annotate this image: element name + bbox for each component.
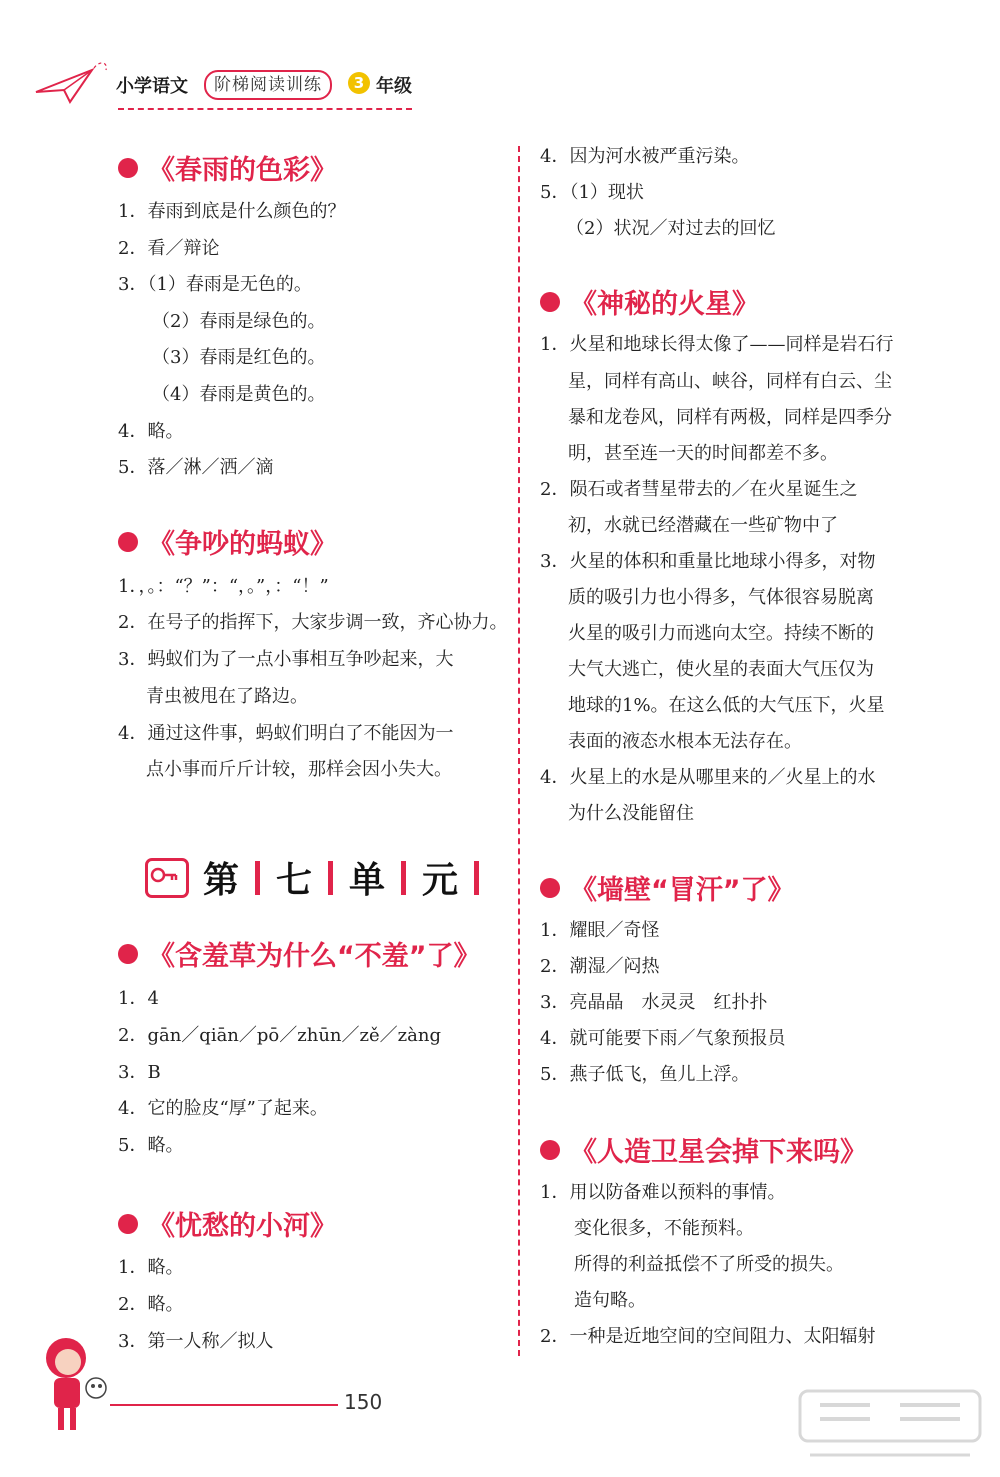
unit-banner xyxy=(145,852,495,903)
answer-line: 明，甚至连一天的时间都差不多。 xyxy=(568,443,838,464)
grade-label: 年级 xyxy=(376,76,412,97)
answer-line: 暴和龙卷风，同样有两极，同样是四季分 xyxy=(568,407,892,428)
header-subject: 小学语文 xyxy=(116,76,188,97)
unit-char: 七 xyxy=(276,859,313,901)
unit-char: 单 xyxy=(349,859,386,901)
answer-line: 4．就可能要下雨／气象预报员 xyxy=(540,1028,786,1049)
answer-line: 青虫被甩在了路边。 xyxy=(146,686,308,707)
answer-line: 星，同样有高山、峡谷，同样有白云、尘 xyxy=(568,371,892,392)
answer-line: 1．，。：“？”：“，。”，：“！” xyxy=(118,576,329,597)
answer-line: 为什么没能留住 xyxy=(568,803,694,824)
grade-badge: 3 xyxy=(348,72,370,94)
answer-line: 点小事而斤斤计较，那样会因小失大。 xyxy=(146,759,452,780)
answer-line: 3．第一人称／拟人 xyxy=(118,1331,274,1352)
answer-line: 1．4 xyxy=(118,988,159,1009)
answer-line: 5．燕子低飞，鱼儿上浮。 xyxy=(540,1064,750,1085)
girl-illustration-icon xyxy=(40,1330,118,1440)
answer-line: 2．一种是近地空间的空间阻力、太阳辐射 xyxy=(540,1326,876,1347)
unit-char: 元 xyxy=(422,859,459,901)
answer-line: （2）春雨是绿色的。 xyxy=(152,311,326,332)
answer-line: 1．火星和地球长得太像了——同样是岩石行 xyxy=(540,334,894,355)
bullet-icon xyxy=(540,1140,560,1160)
header-divider xyxy=(118,108,412,110)
bullet-icon xyxy=(118,532,138,552)
answer-line: 3．亮晶晶 水灵灵 红扑扑 xyxy=(540,992,768,1013)
answer-line: 2．gān／qiān／pō／zhūn／zě／zàng xyxy=(118,1025,441,1046)
watermark-logo xyxy=(790,1385,990,1470)
answer-line: 1．春雨到底是什么颜色的？ xyxy=(118,201,346,222)
section-title-huoxing: 《神秘的火星》 xyxy=(540,282,759,321)
answer-line: 2．潮湿／闷热 xyxy=(540,956,660,977)
unit-separator xyxy=(255,861,260,895)
unit-separator xyxy=(401,861,406,895)
answer-line: 初，水就已经潜藏在一些矿物中了 xyxy=(568,515,838,536)
section-title-hanxiu: 《含羞草为什么“不羞”了》 xyxy=(118,934,481,973)
answer-line: 大气大逃亡，使火星的表面大气压仅为 xyxy=(568,659,874,680)
answer-line: （4）春雨是黄色的。 xyxy=(152,384,326,405)
answer-line: 2．看／辩论 xyxy=(118,238,220,259)
answer-line: 1．用以防备难以预料的事情。 xyxy=(540,1182,786,1203)
section-title-chunyu: 《春雨的色彩》 xyxy=(118,148,337,187)
answer-line: 3．火星的体积和重量比地球小得多，对物 xyxy=(540,551,876,572)
bullet-icon xyxy=(540,292,560,312)
answer-line: 2．略。 xyxy=(118,1294,184,1315)
answer-line: 3．蚂蚁们为了一点小事相互争吵起来，大 xyxy=(118,649,454,670)
answer-line: （2）状况／对过去的回忆 xyxy=(566,218,776,239)
answer-line: 4．火星上的水是从哪里来的／火星上的水 xyxy=(540,767,876,788)
column-divider xyxy=(518,146,520,1356)
answer-line: 4．通过这件事，蚂蚁们明白了不能因为一 xyxy=(118,723,454,744)
header-series: 阶梯阅读训练 xyxy=(204,70,332,100)
footer-line xyxy=(110,1404,338,1406)
answer-line: 4．略。 xyxy=(118,421,184,442)
answer-line: 表面的液态水根本无法存在。 xyxy=(568,731,802,752)
answer-line: 造句略。 xyxy=(574,1290,646,1311)
answer-line: 3．B xyxy=(118,1062,161,1083)
paper-plane-icon xyxy=(30,56,110,112)
section-title-weixing: 《人造卫星会掉下来吗》 xyxy=(540,1130,867,1169)
answer-line: 所得的利益抵偿不了所受的损失。 xyxy=(574,1254,844,1275)
answer-line: 火星的吸引力而逃向太空。持续不断的 xyxy=(568,623,874,644)
answer-line: 5．略。 xyxy=(118,1135,184,1156)
section-title-mayi: 《争吵的蚂蚁》 xyxy=(118,522,337,561)
unit-char: 第 xyxy=(203,859,240,901)
key-icon xyxy=(145,858,189,898)
answer-line: 1．耀眼／奇怪 xyxy=(540,920,660,941)
answer-line: 1．略。 xyxy=(118,1257,184,1278)
answer-line: 地球的1%。在这么低的大气压下，火星 xyxy=(568,695,885,716)
page-number: 150 xyxy=(344,1390,383,1414)
bullet-icon xyxy=(118,944,138,964)
section-title-qiangbi: 《墙壁“冒汗”了》 xyxy=(540,868,795,907)
section-title-youchou: 《忧愁的小河》 xyxy=(118,1204,337,1243)
answer-line: 3．（1）春雨是无色的。 xyxy=(118,274,312,295)
answer-line: 2．陨石或者彗星带去的／在火星诞生之 xyxy=(540,479,858,500)
answer-line: 4．它的脸皮“厚”了起来。 xyxy=(118,1098,328,1119)
answer-line: 5．落／淋／洒／滴 xyxy=(118,457,274,478)
unit-separator xyxy=(474,861,479,895)
answer-line: 5．（1）现状 xyxy=(540,182,644,203)
unit-separator xyxy=(328,861,333,895)
answer-line: 变化很多，不能预料。 xyxy=(574,1218,754,1239)
answer-line: 4．因为河水被严重污染。 xyxy=(540,146,750,167)
answer-line: 2．在号子的指挥下，大家步调一致，齐心协力。 xyxy=(118,612,508,633)
answer-line: （3）春雨是红色的。 xyxy=(152,347,326,368)
bullet-icon xyxy=(118,1214,138,1234)
bullet-icon xyxy=(540,878,560,898)
bullet-icon xyxy=(118,158,138,178)
answer-line: 质的吸引力也小得多，气体很容易脱离 xyxy=(568,587,874,608)
